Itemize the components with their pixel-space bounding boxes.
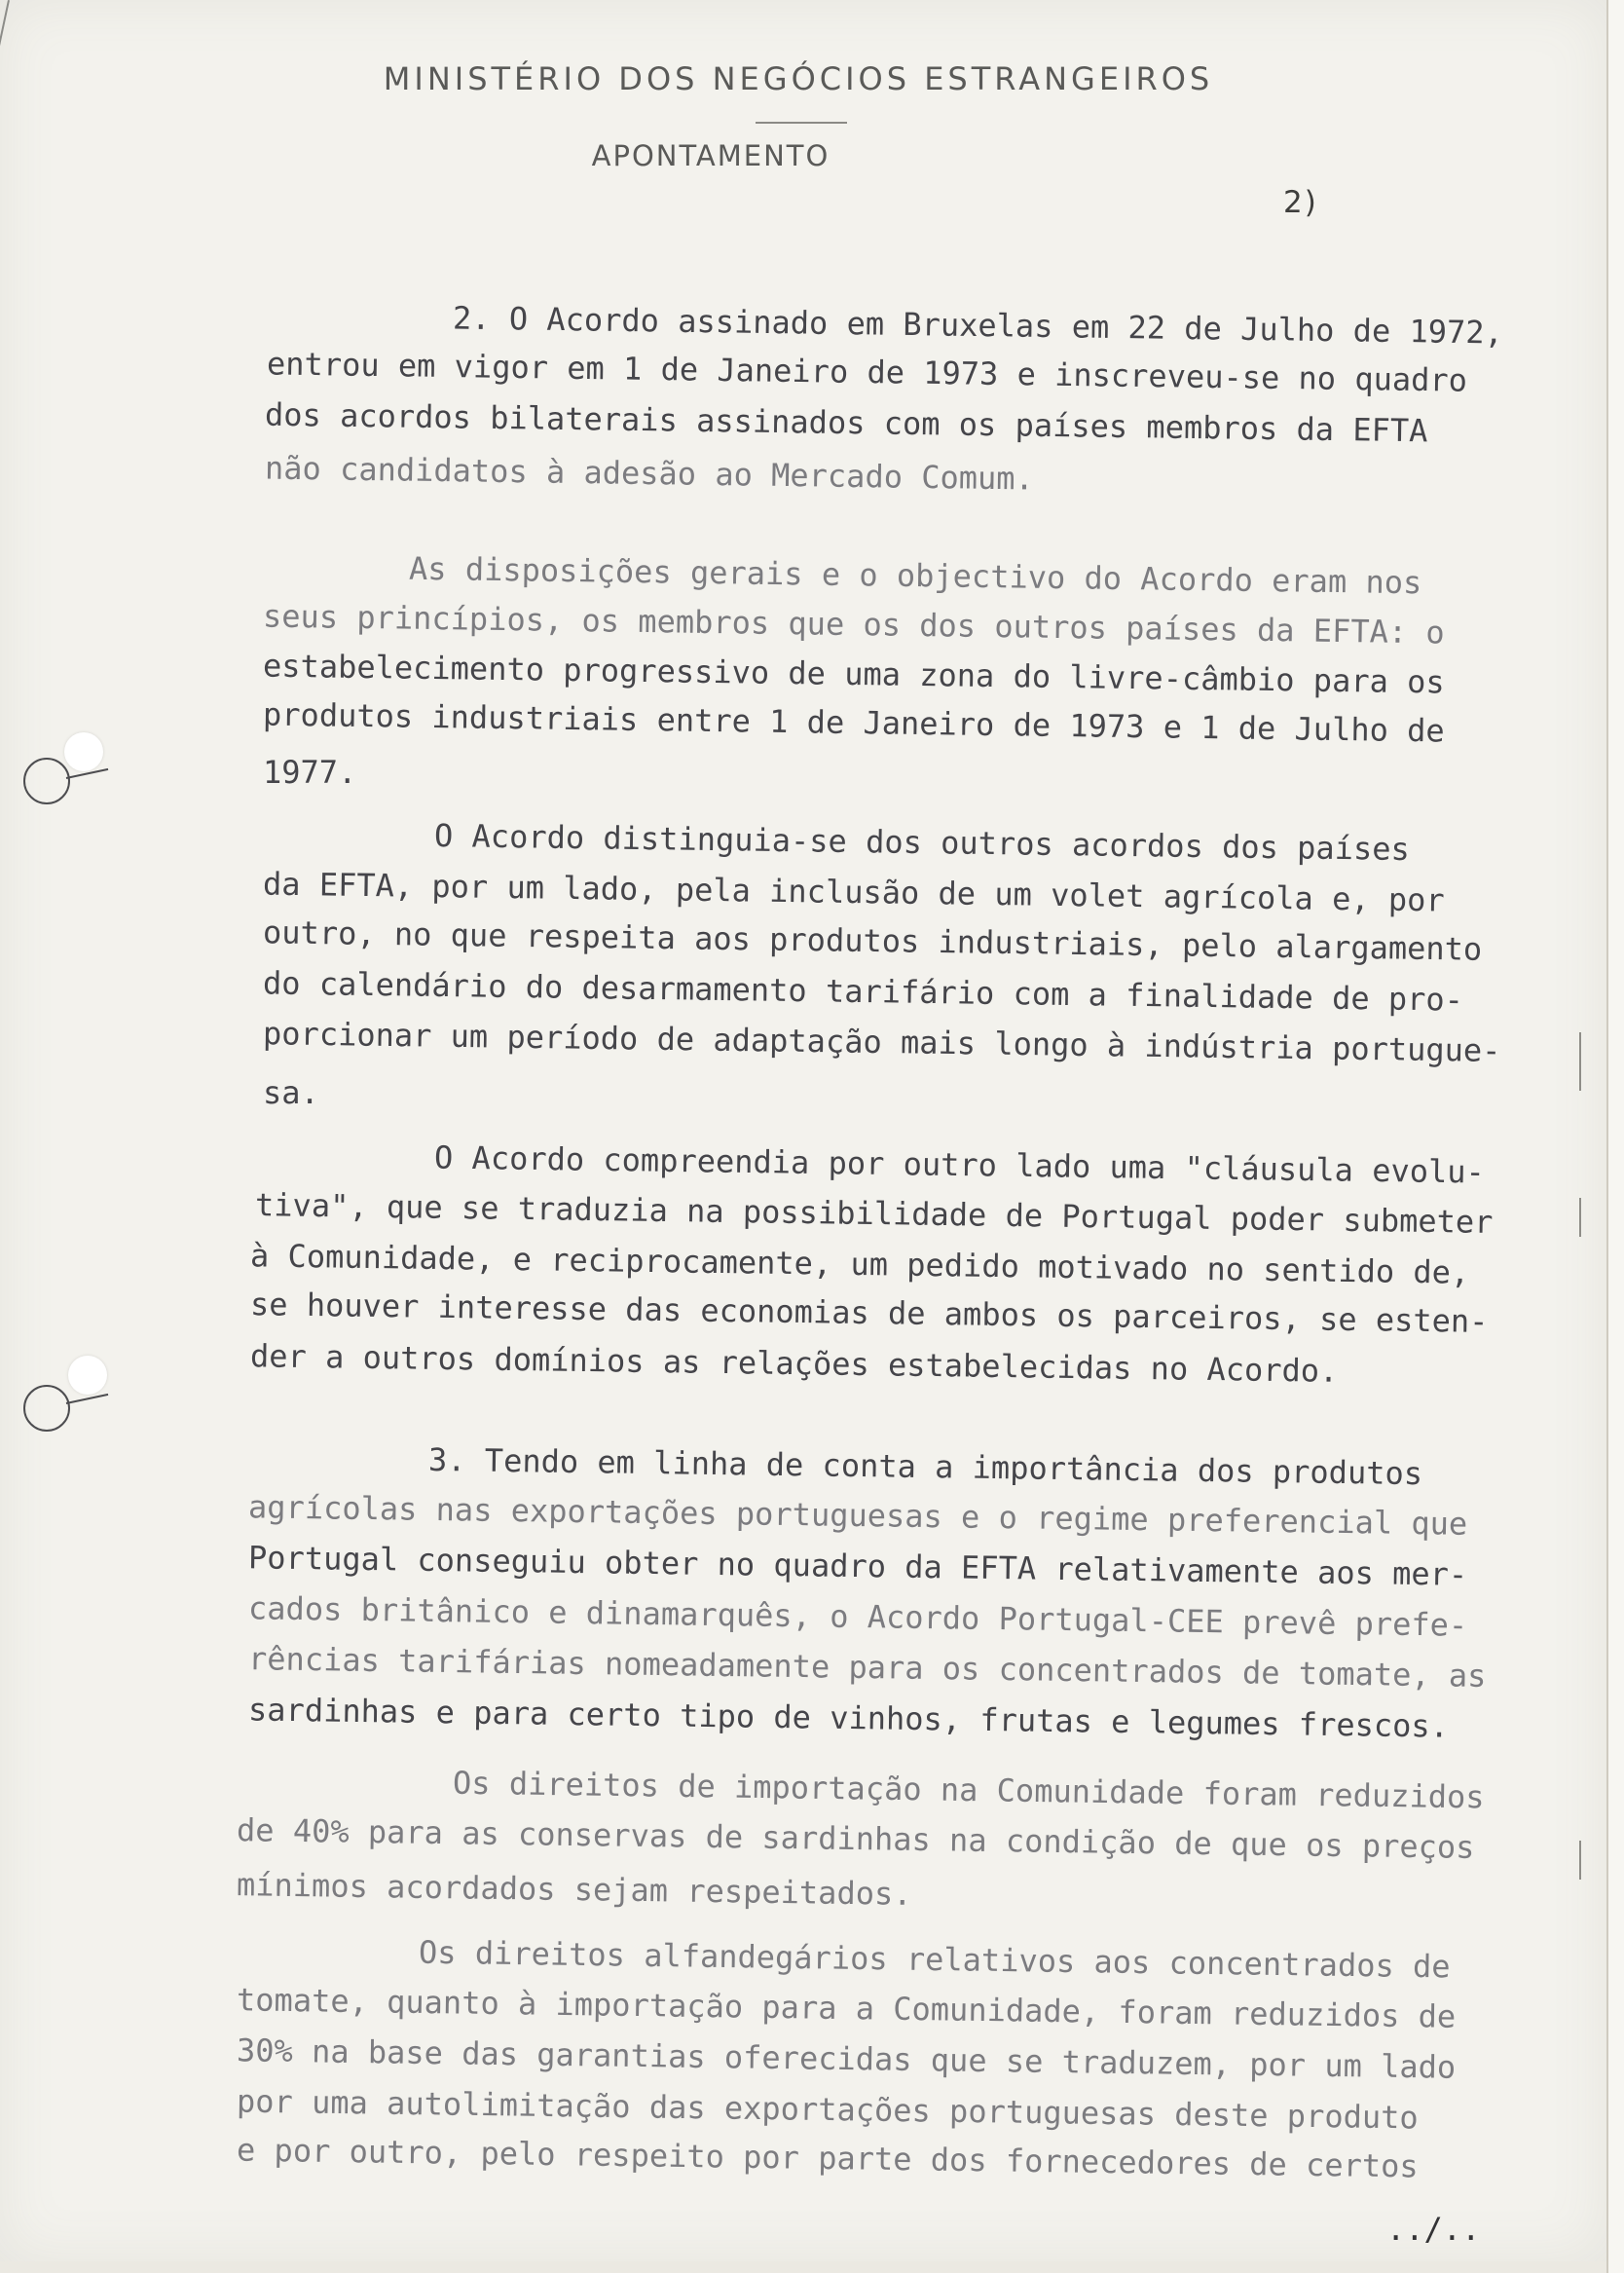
body-line: porcionar um período de adaptação mais longo à indústria portugue-	[262, 1015, 1501, 1069]
body-line: Portugal conseguiu obter no quadro da EFTA relativamente aos mer-	[247, 1539, 1468, 1593]
body-line: de 40% para as conservas de sardinhas na condição de que os preços	[236, 1811, 1475, 1866]
continuation-mark: ../..	[1386, 2211, 1481, 2248]
body-line: Os direitos alfandegários relativos aos concentrados de	[418, 1933, 1451, 1986]
body-line: tiva", que se traduzia na possibilidade de Portugal poder submeter	[254, 1186, 1494, 1241]
body-line: outro, no que respeita aos produtos industriais, pelo alargamento	[262, 913, 1483, 968]
body-line: sardinhas e para certo tipo de vinhos, frutas e legumes frescos.	[247, 1691, 1450, 1745]
body-line: As disposições gerais e o objectivo do Acordo eram nos	[408, 549, 1422, 602]
punch-hole-paper	[64, 732, 103, 771]
body-line: não candidatos à adesão ao Mercado Comum.	[264, 449, 1035, 498]
body-line: entrou em vigor em 1 de Janeiro de 1973 e inscreveu-se no quadro	[266, 345, 1468, 399]
page-edge	[1606, 0, 1624, 2273]
body-line: seus princípios, os membros que os dos outros países da EFTA: o	[262, 597, 1445, 652]
body-line: der a outros domínios as relações estabelecidas no Acordo.	[249, 1337, 1339, 1390]
body-line: da EFTA, por um lado, pela inclusão de um volet agrícola e, por	[262, 865, 1445, 919]
punch-hole-paper	[68, 1356, 107, 1395]
body-line: sa.	[263, 1074, 319, 1111]
body-line: O Acordo distinguia-se dos outros acordos dos países	[433, 817, 1411, 868]
punch-hole	[23, 758, 70, 804]
body-line: tomate, quanto à importação para a Comunidade, foram reduzidos de	[236, 1981, 1457, 2035]
margin-mark	[1579, 1841, 1581, 1880]
letterhead-rule	[756, 122, 847, 124]
body-line: se houver interesse das economias de ambos os parceiros, se esten-	[249, 1286, 1489, 1340]
punch-hole	[23, 1385, 70, 1432]
body-line: 2. O Acordo assinado em Bruxelas em 22 de Julho de 1972,	[452, 299, 1504, 352]
margin-mark	[1579, 1032, 1581, 1091]
body-line: à Comunidade, e reciprocamente, um pedido motivado no sentido de,	[249, 1237, 1470, 1291]
body-line: O Acordo compreendia por outro lado uma "cláusula evolu-	[433, 1138, 1486, 1191]
body-line: mínimos acordados sejam respeitados.	[236, 1866, 912, 1913]
body-line: 1977.	[263, 754, 357, 791]
body-line: agrícolas nas exportações portuguesas e o regime preferencial que	[247, 1488, 1468, 1543]
body-line: rências tarifárias nomeadamente para os concentrados de tomate, as	[247, 1640, 1487, 1695]
body-line: estabelecimento progressivo de uma zona do livre-câmbio para os	[262, 647, 1445, 701]
body-line: 3. Tendo em linha de conta a importância dos produtos	[427, 1440, 1423, 1493]
body-line: Os direitos de importação na Comunidade foram reduzidos	[452, 1764, 1485, 1816]
body-line: 30% na base das garantias oferecidas que se traduzem, por um lado	[236, 2031, 1457, 2086]
body-line: produtos industriais entre 1 de Janeiro de 1973 e 1 de Julho de	[262, 695, 1445, 750]
page-number: 2)	[1283, 185, 1318, 220]
body-line: cados britânico e dinamarquês, o Acordo Portugal-CEE prevê prefe-	[247, 1589, 1468, 1644]
body-line: e por outro, pelo respeito por parte dos fornecedores de certos	[236, 2131, 1419, 2185]
ministry-letterhead: MINISTÉRIO DOS NEGÓCIOS ESTRANGEIROS	[383, 60, 1214, 97]
body-line: dos acordos bilaterais assinados com os países membros da EFTA	[264, 395, 1428, 450]
body-line: do calendário do desarmamento tarifário com a finalidade de pro-	[262, 964, 1464, 1019]
margin-mark	[1579, 1198, 1581, 1237]
document-type-heading: APONTAMENTO	[591, 139, 830, 172]
body-line: por uma autolimitação das exportações portuguesas deste produto	[236, 2082, 1419, 2137]
